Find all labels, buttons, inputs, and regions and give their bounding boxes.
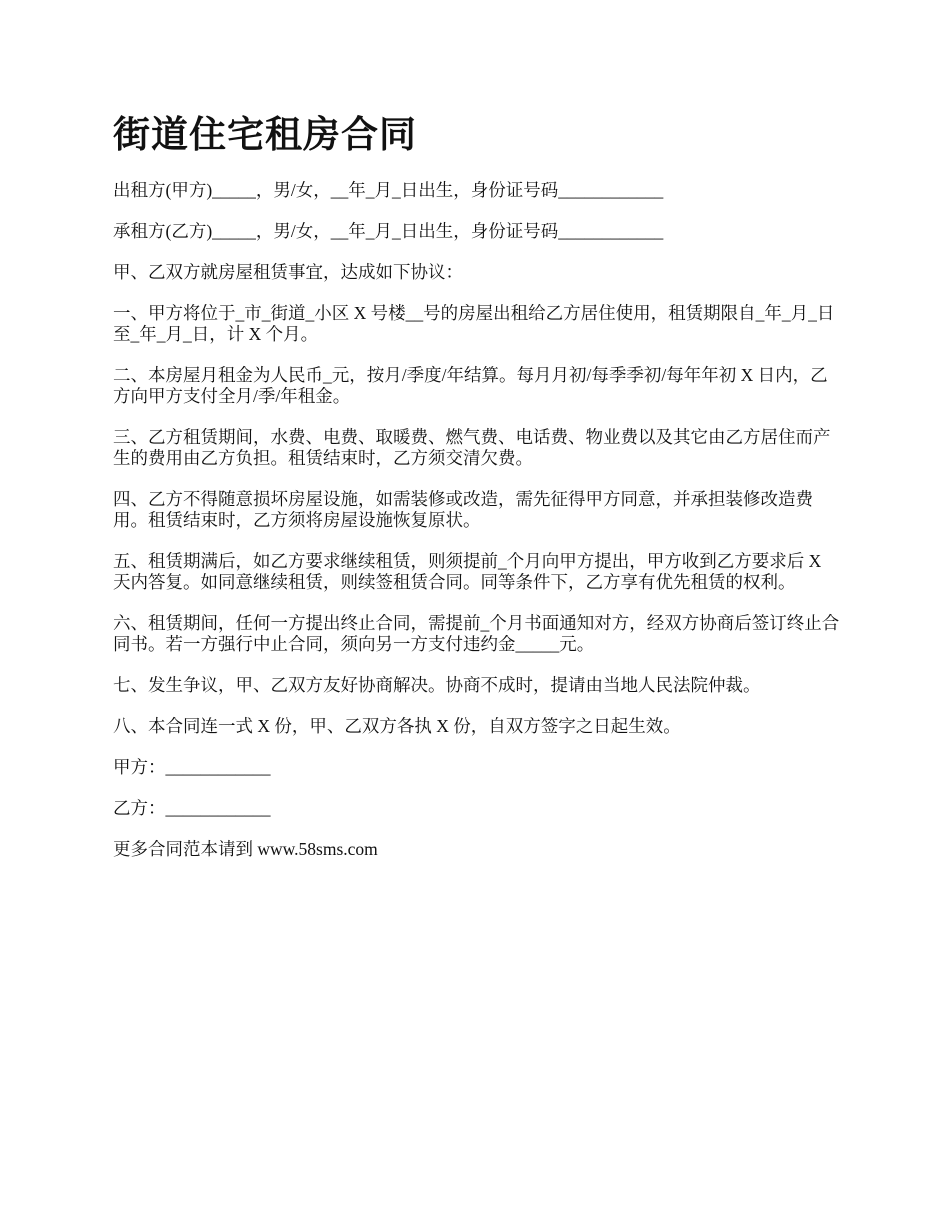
clause-1: 一、甲方将位于_市_街道_小区 X 号楼__号的房屋出租给乙方居住使用，租赁期限自_年_月_日至_年_月_日，计 X 个月。 — [113, 303, 835, 344]
clause-5: 五、租赁期满后，如乙方要求继续租赁，则须提前_个月向甲方提出，甲方收到乙方要求后 X 天内答复。如同意继续租赁，则续签租赁合同。同等条件下，乙方享有优先租赁的权利。 — [113, 551, 822, 592]
clause-3: 三、乙方租赁期间，水费、电费、取暖费、燃气费、电话费、物业费以及其它由乙方居住而产生的费用由乙方负担。租赁结束时，乙方须交清欠费。 — [113, 427, 831, 468]
clause-8: 八、本合同连一式 X 份，甲、乙双方各执 X 份，自双方签字之日起生效。 — [113, 716, 681, 736]
party-a-line: 出租方(甲方)_____，男/女，__年_月_日出生，身份证号码____________ — [113, 180, 664, 200]
signature-party-a: 甲方：____________ — [113, 757, 271, 777]
signature-party-b: 乙方：____________ — [113, 798, 271, 818]
clause-2: 二、本房屋月租金为人民币_元，按月/季度/年结算。每月月初/每季季初/每年年初 X 日内，乙方向甲方支付全月/季/年租金。 — [113, 365, 828, 406]
clause-7: 七、发生争议，甲、乙双方友好协商解决。协商不成时，提请由当地人民法院仲裁。 — [113, 675, 761, 695]
agreement-intro: 甲、乙双方就房屋租赁事宜，达成如下协议： — [113, 262, 463, 282]
document-page — [113, 112, 843, 880]
footer-note: 更多合同范本请到 www.58sms.com — [113, 839, 378, 859]
clause-6: 六、租赁期间，任何一方提出终止合同，需提前_个月书面通知对方，经双方协商后签订终止合同书。若一方强行中止合同，须向另一方支付违约金_____元。 — [113, 613, 840, 654]
party-b-line: 承租方(乙方)_____，男/女，__年_月_日出生，身份证号码____________ — [113, 221, 664, 241]
clause-4: 四、乙方不得随意损坏房屋设施，如需装修或改造，需先征得甲方同意，并承担装修改造费用。租赁结束时，乙方须将房屋设施恢复原状。 — [113, 489, 813, 530]
document-title: 街道住宅租房合同 — [113, 115, 417, 156]
